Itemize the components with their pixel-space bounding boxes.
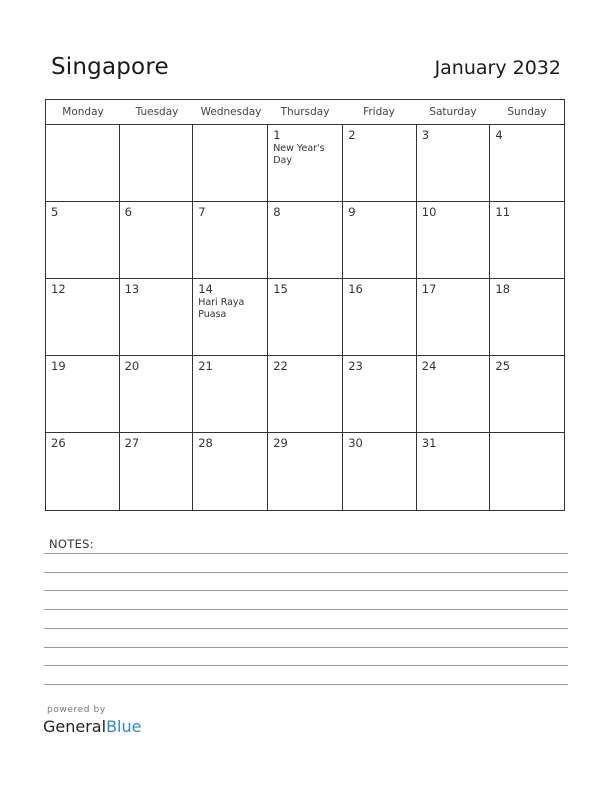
day-number: 18 — [495, 282, 511, 296]
day-cell — [417, 356, 491, 433]
holiday-label: New Year's Day — [273, 143, 325, 166]
day-number: 27 — [124, 436, 140, 450]
brand-name-general: General — [43, 717, 107, 736]
day-number: 9 — [348, 205, 356, 219]
day-number: 23 — [348, 359, 363, 373]
day-number: 6 — [124, 205, 132, 219]
note-line — [44, 684, 568, 685]
note-line — [44, 628, 568, 629]
calendar-body — [46, 125, 564, 510]
day-cell — [193, 433, 268, 510]
day-cell — [193, 125, 268, 202]
day-number: 25 — [495, 359, 511, 373]
weekday-monday: Monday — [62, 106, 104, 118]
day-number: 11 — [495, 205, 511, 219]
note-line — [44, 572, 568, 573]
day-number: 8 — [273, 205, 281, 219]
day-number: 29 — [273, 436, 288, 450]
day-number: 20 — [124, 359, 140, 373]
day-cell — [268, 125, 343, 202]
holiday-label: Hari Raya Puasa — [198, 297, 245, 320]
day-cell — [193, 279, 268, 356]
day-number: 10 — [421, 205, 437, 219]
day-number: 1 — [273, 128, 281, 142]
day-cell — [268, 279, 343, 356]
day-cell — [343, 433, 417, 510]
day-cell — [268, 202, 343, 279]
note-line — [44, 647, 568, 648]
day-cell — [120, 433, 194, 510]
day-cell — [417, 279, 491, 356]
weekday-thursday: Thursday — [280, 106, 330, 118]
day-cell — [193, 202, 268, 279]
powered-by-text: powered by — [47, 705, 106, 715]
day-number: 30 — [348, 436, 363, 450]
day-cell — [268, 433, 343, 510]
day-cell — [490, 433, 564, 510]
weekday-header-row — [46, 100, 564, 125]
day-number: 5 — [51, 205, 59, 219]
day-cell — [490, 125, 564, 202]
day-number: 28 — [198, 436, 213, 450]
note-line — [44, 590, 568, 591]
day-number: 26 — [51, 436, 66, 450]
day-number: 17 — [421, 282, 437, 296]
day-cell — [268, 356, 343, 433]
day-number: 21 — [198, 359, 213, 373]
day-cell — [46, 279, 120, 356]
day-cell — [417, 202, 491, 279]
day-number: 16 — [348, 282, 363, 296]
weekday-wednesday: Wednesday — [200, 106, 262, 118]
note-line — [44, 609, 568, 610]
day-cell — [193, 356, 268, 433]
day-cell — [343, 202, 417, 279]
page-title: Singapore — [51, 54, 169, 80]
day-cell — [46, 202, 120, 279]
day-number: 4 — [495, 128, 503, 142]
weekday-friday: Friday — [363, 106, 395, 118]
day-number: 31 — [421, 436, 437, 450]
day-number: 7 — [198, 205, 206, 219]
note-line — [44, 665, 568, 666]
day-number: 12 — [51, 282, 66, 296]
day-cell — [343, 279, 417, 356]
day-cell — [343, 125, 417, 202]
day-cell — [120, 125, 194, 202]
day-cell — [417, 433, 491, 510]
day-cell — [120, 202, 194, 279]
day-number: 15 — [273, 282, 288, 296]
note-line — [44, 553, 568, 554]
day-cell — [490, 202, 564, 279]
day-cell — [46, 356, 120, 433]
day-number: 22 — [273, 359, 288, 373]
weekday-tuesday: Tuesday — [135, 106, 179, 118]
notes-label: NOTES: — [49, 537, 94, 551]
day-cell — [120, 279, 194, 356]
day-cell — [120, 356, 194, 433]
weekday-saturday: Saturday — [429, 106, 477, 118]
day-cell — [343, 356, 417, 433]
day-cell — [490, 356, 564, 433]
day-cell — [46, 433, 120, 510]
day-number: 24 — [421, 359, 437, 373]
day-number: 13 — [124, 282, 140, 296]
day-number: 14 — [198, 282, 213, 296]
day-number: 3 — [421, 128, 430, 142]
day-number: 19 — [51, 359, 66, 373]
month-year: January 2032 — [434, 57, 561, 79]
day-cell — [490, 279, 564, 356]
calendar-grid — [45, 99, 565, 511]
weekday-sunday: Sunday — [507, 106, 547, 118]
day-number: 2 — [348, 128, 356, 142]
day-cell — [417, 125, 491, 202]
brand-name-blue: Blue — [106, 717, 142, 736]
day-cell — [46, 125, 120, 202]
brand-logo — [43, 717, 141, 736]
